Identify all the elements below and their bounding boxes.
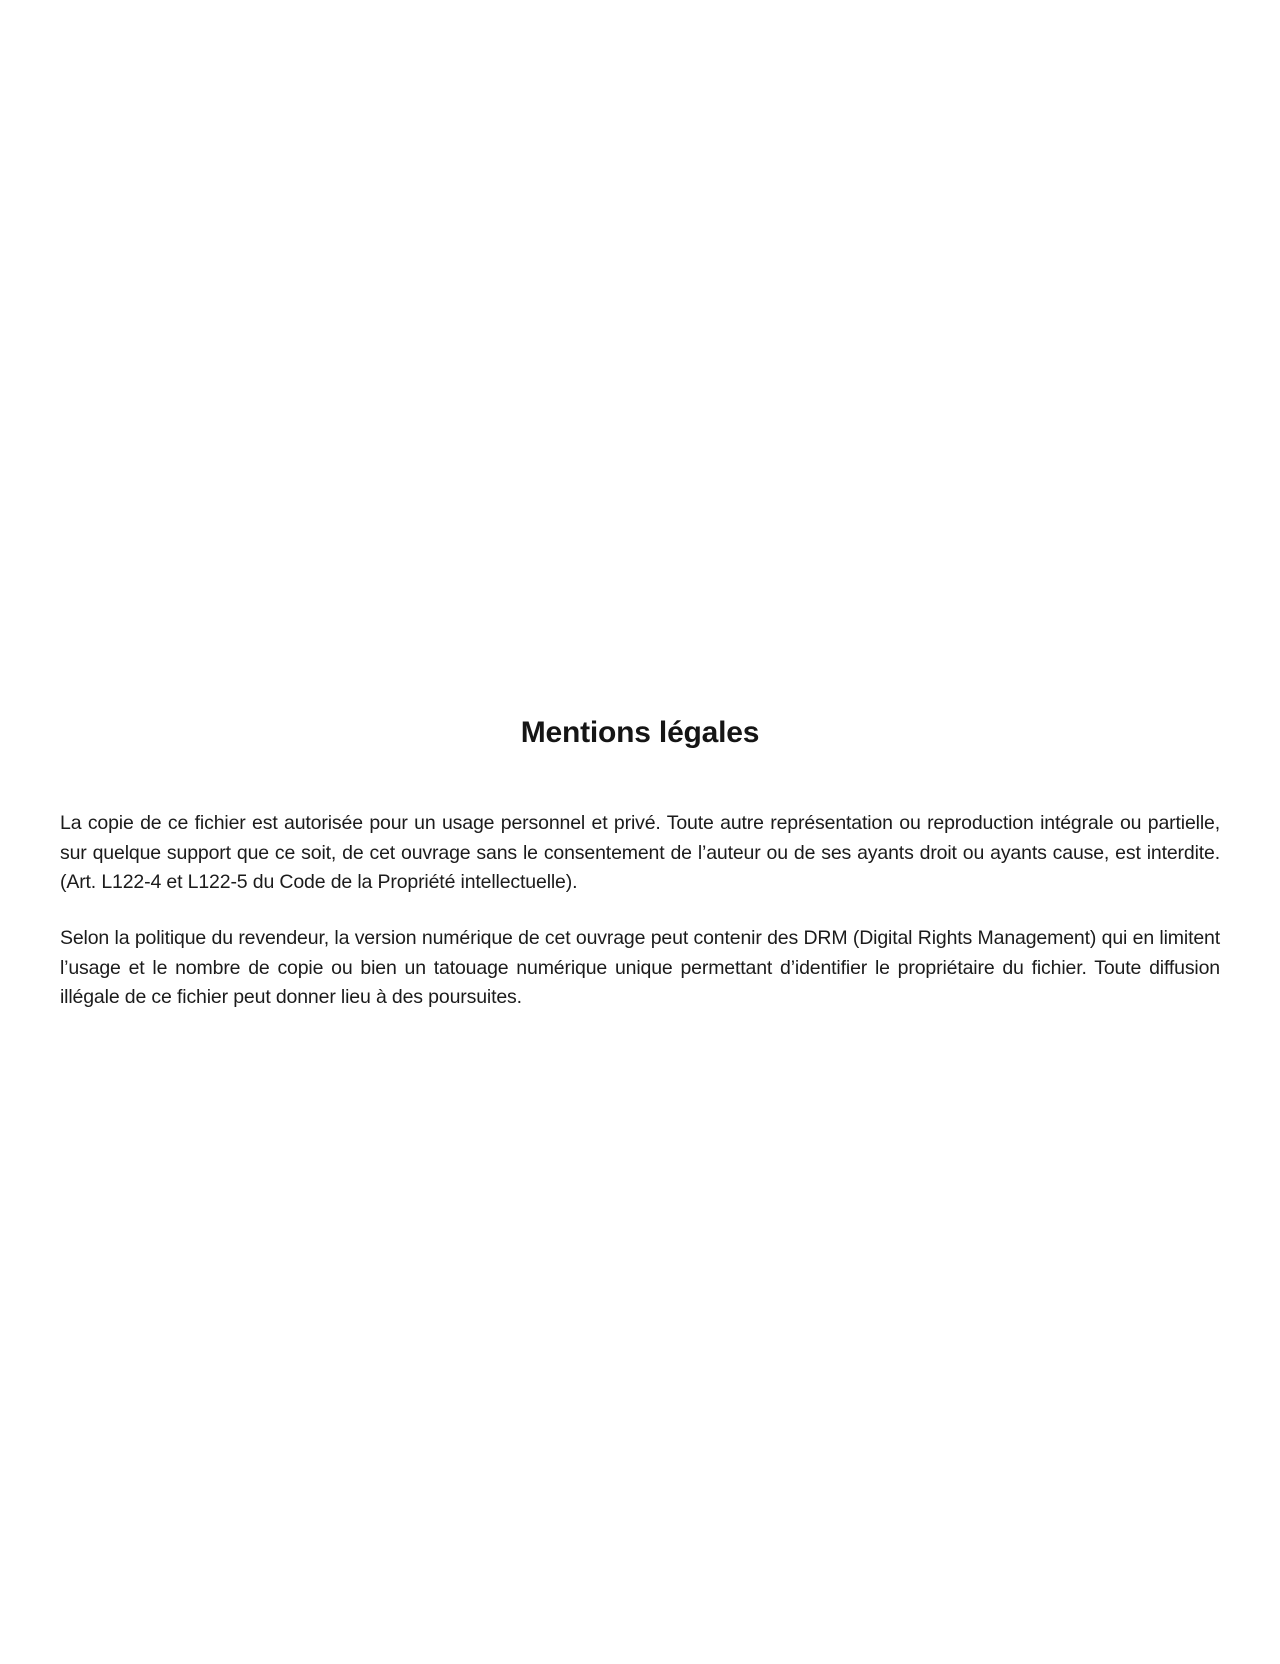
legal-paragraph-drm: Selon la politique du revendeur, la version numérique de cet ouvrage peut contenir des DRM (Digital Rights Management) qui en limitent l’usage et le nombre de copie ou bien un tatouage numérique unique permettant d’identifier le propriétaire du fichier. Toute diffusion illégale de ce fichier peut donner lieu à des poursuites.: [60, 926, 1220, 1009]
legal-paragraph-copyright: La copie de ce fichier est autorisée pour un usage personnel et privé. Toute autre représentation ou reproduction intégrale ou partielle, sur quelque support que ce soit, de cet ouvrage sans le consentement de l’auteur ou de ses ayants droit ou ayants cause, est interdite. (Art. L122-4 et L122-5 du Code de la Propriété intellectuelle).: [60, 812, 1220, 894]
legal-notice-block: [60, 715, 1220, 1013]
page-title: Mentions légales: [520, 716, 760, 749]
